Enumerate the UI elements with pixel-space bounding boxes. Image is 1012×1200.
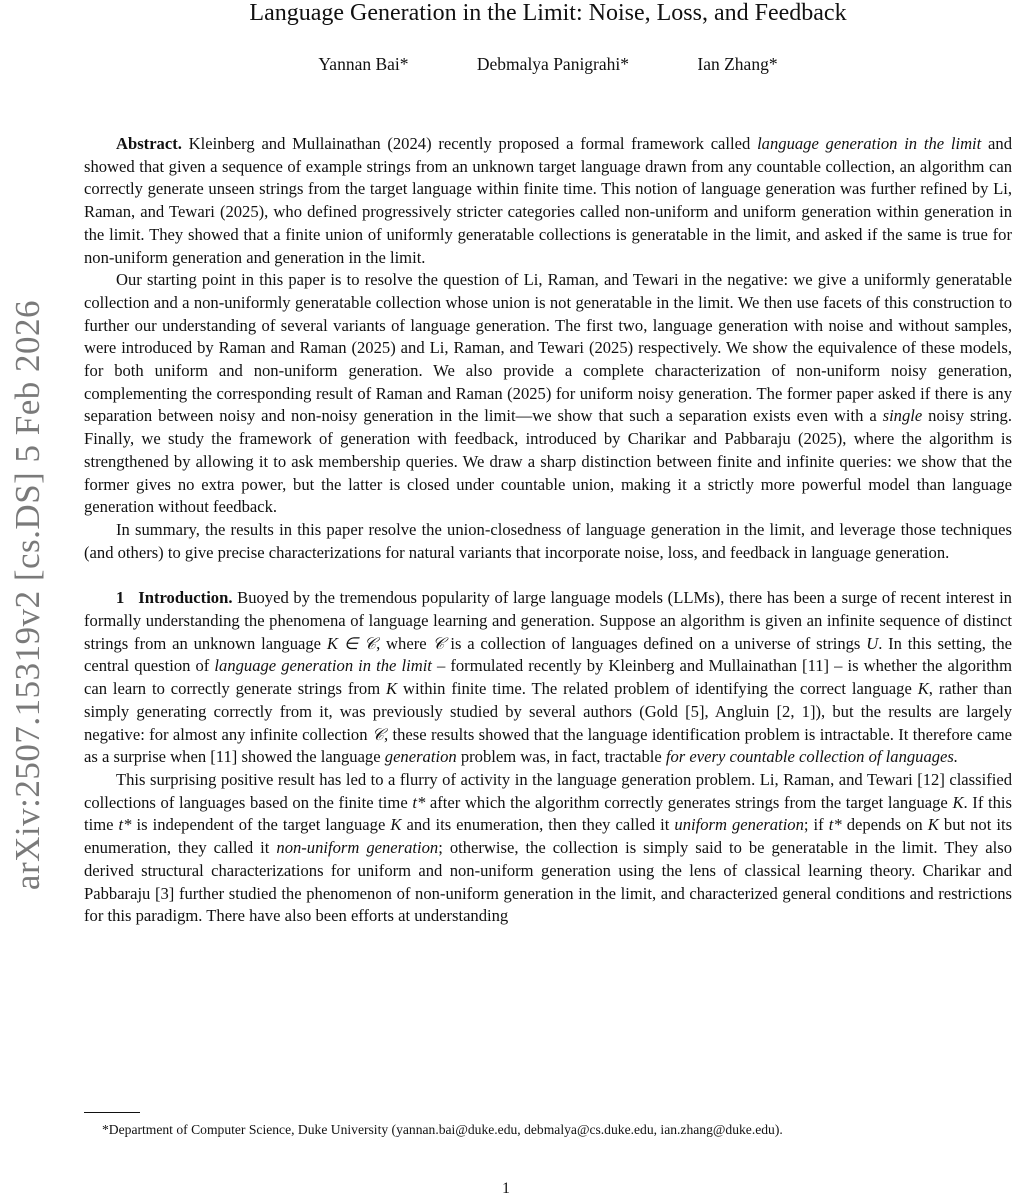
introduction-paragraph: This surprising positive result has led to a flurry of activity in the language generation problem. Li, Raman, and Tewari [12] classified collections of languages based on the finite time t* after which the algorithm correctly generates strings from the target language K. If this time t* is independent of the target language K and its enumeration, then they called it uniform generation; if t* depends on K but not its enumeration, they called it non-uniform generation; otherwise, the collection is simply said to be generatable in the limit. They also derived structural characterizations for uniform and non-uniform generation using the lens of classical learning theory. Charikar and Pabbaraju [3] further studied the phenomenon of non-uniform generation in the limit, and characterized general conditions and restrictions for this paradigm. There have also been efforts at understanding [84, 769, 1012, 926]
abstract-paragraph: Our starting point in this paper is to resolve the question of Li, Raman, and Tewari in the negative: we give a uniformly generatable collection and a non-uniformly generatable collection whose union is not generatable in the limit. We then use facets of this construction to further our understanding of several variants of language generation. The first two, language generation with noise and without samples, were introduced by Raman and Raman (2025) and Li, Raman, and Tewari (2025) respectively. We show the equivalence of these models, for both uniform and non-uniform generation. We also provide a complete characterization of non-uniform noisy generation, complementing the corresponding result of Raman and Raman (2025) for uniform noisy generation. The former paper asked if there is any separation between noisy and non-noisy generation in the limit—we show that such a separation exists even with a single noisy string. Finally, we study the framework of generation with feedback, introduced by Charikar and Pabbaraju (2025), where the algorithm is strengthened by allowing it to ask membership queries. We draw a sharp distinction between finite and infinite queries: we show that the former gives no extra power, but the latter is closed under countable union, making it a strictly more powerful model than language generation without feedback. [84, 270, 1012, 517]
page-number: 1 [502, 1180, 510, 1197]
arxiv-sidebar [8, 195, 48, 995]
abstract-label: Abstract. [116, 134, 182, 153]
author-list [84, 54, 1012, 75]
introduction-paragraph: 1 Introduction. Buoyed by the tremendous popularity of large language models (LLMs), there has been a surge of recent interest in formally understanding the phenomena of language learning and generation. Suppose an algorithm is given an infinite sequence of distinct strings from an unknown language K ∈ 𝒞, where 𝒞 is a collection of languages defined on a universe of strings U. In this setting, the central question of language generation in the limit – formulated recently by Kleinberg and Mullainathan [11] – is whether the algorithm can learn to correctly generate strings from K within finite time. The related problem of identifying the correct language K, rather than simply generating correctly from it, was previously studied by several authors (Gold [5], Angluin [2, 1]), but the results are largely negative: for almost any infinite collection 𝒞, these results showed that the language identification problem is intractable. It therefore came as a surprise when [11] showed the language generation problem was, in fact, tractable for every countable collection of languages. [84, 588, 1012, 767]
arxiv-identifier: arXiv:2507.15319v2 [cs.DS] 5 Feb 2026 [8, 299, 47, 891]
abstract-paragraph: Abstract. Kleinberg and Mullainathan (2024) recently proposed a formal framework called language generation in the limit and showed that given a sequence of example strings from an unknown target language drawn from any countable collection, an algorithm can correctly generate unseen strings from the target language within finite time. This notion of language generation was further refined by Li, Raman, and Tewari (2025), who defined progressively stricter categories called non-uniform and uniform generation within generation in the limit. They showed that a finite union of uniformly generatable collections is generatable in the limit, and asked if the same is true for non-uniform generation and generation in the limit. [84, 134, 1012, 267]
footnote-rule [84, 1112, 140, 1113]
footnote: *Department of Computer Science, Duke University (yannan.bai@duke.edu, debmalya@cs.duke.edu, ian.zhang@duke.edu). [102, 1122, 783, 1137]
paper-title: Language Generation in the Limit: Noise, Loss, and Feedback [249, 0, 847, 26]
author-name: Debmalya Panigrahi* [476, 54, 630, 74]
author-name: Ian Zhang* [697, 54, 778, 74]
section-heading: 1 Introduction. [116, 588, 233, 608]
paper-body [84, 133, 1012, 928]
author-name: Yannan Bai* [318, 54, 409, 74]
abstract-paragraph: In summary, the results in this paper resolve the union-closedness of language generation in the limit, and leverage those techniques (and others) to give precise characterizations for natural variants that incorporate noise, loss, and feedback in language generation. [84, 519, 1012, 562]
